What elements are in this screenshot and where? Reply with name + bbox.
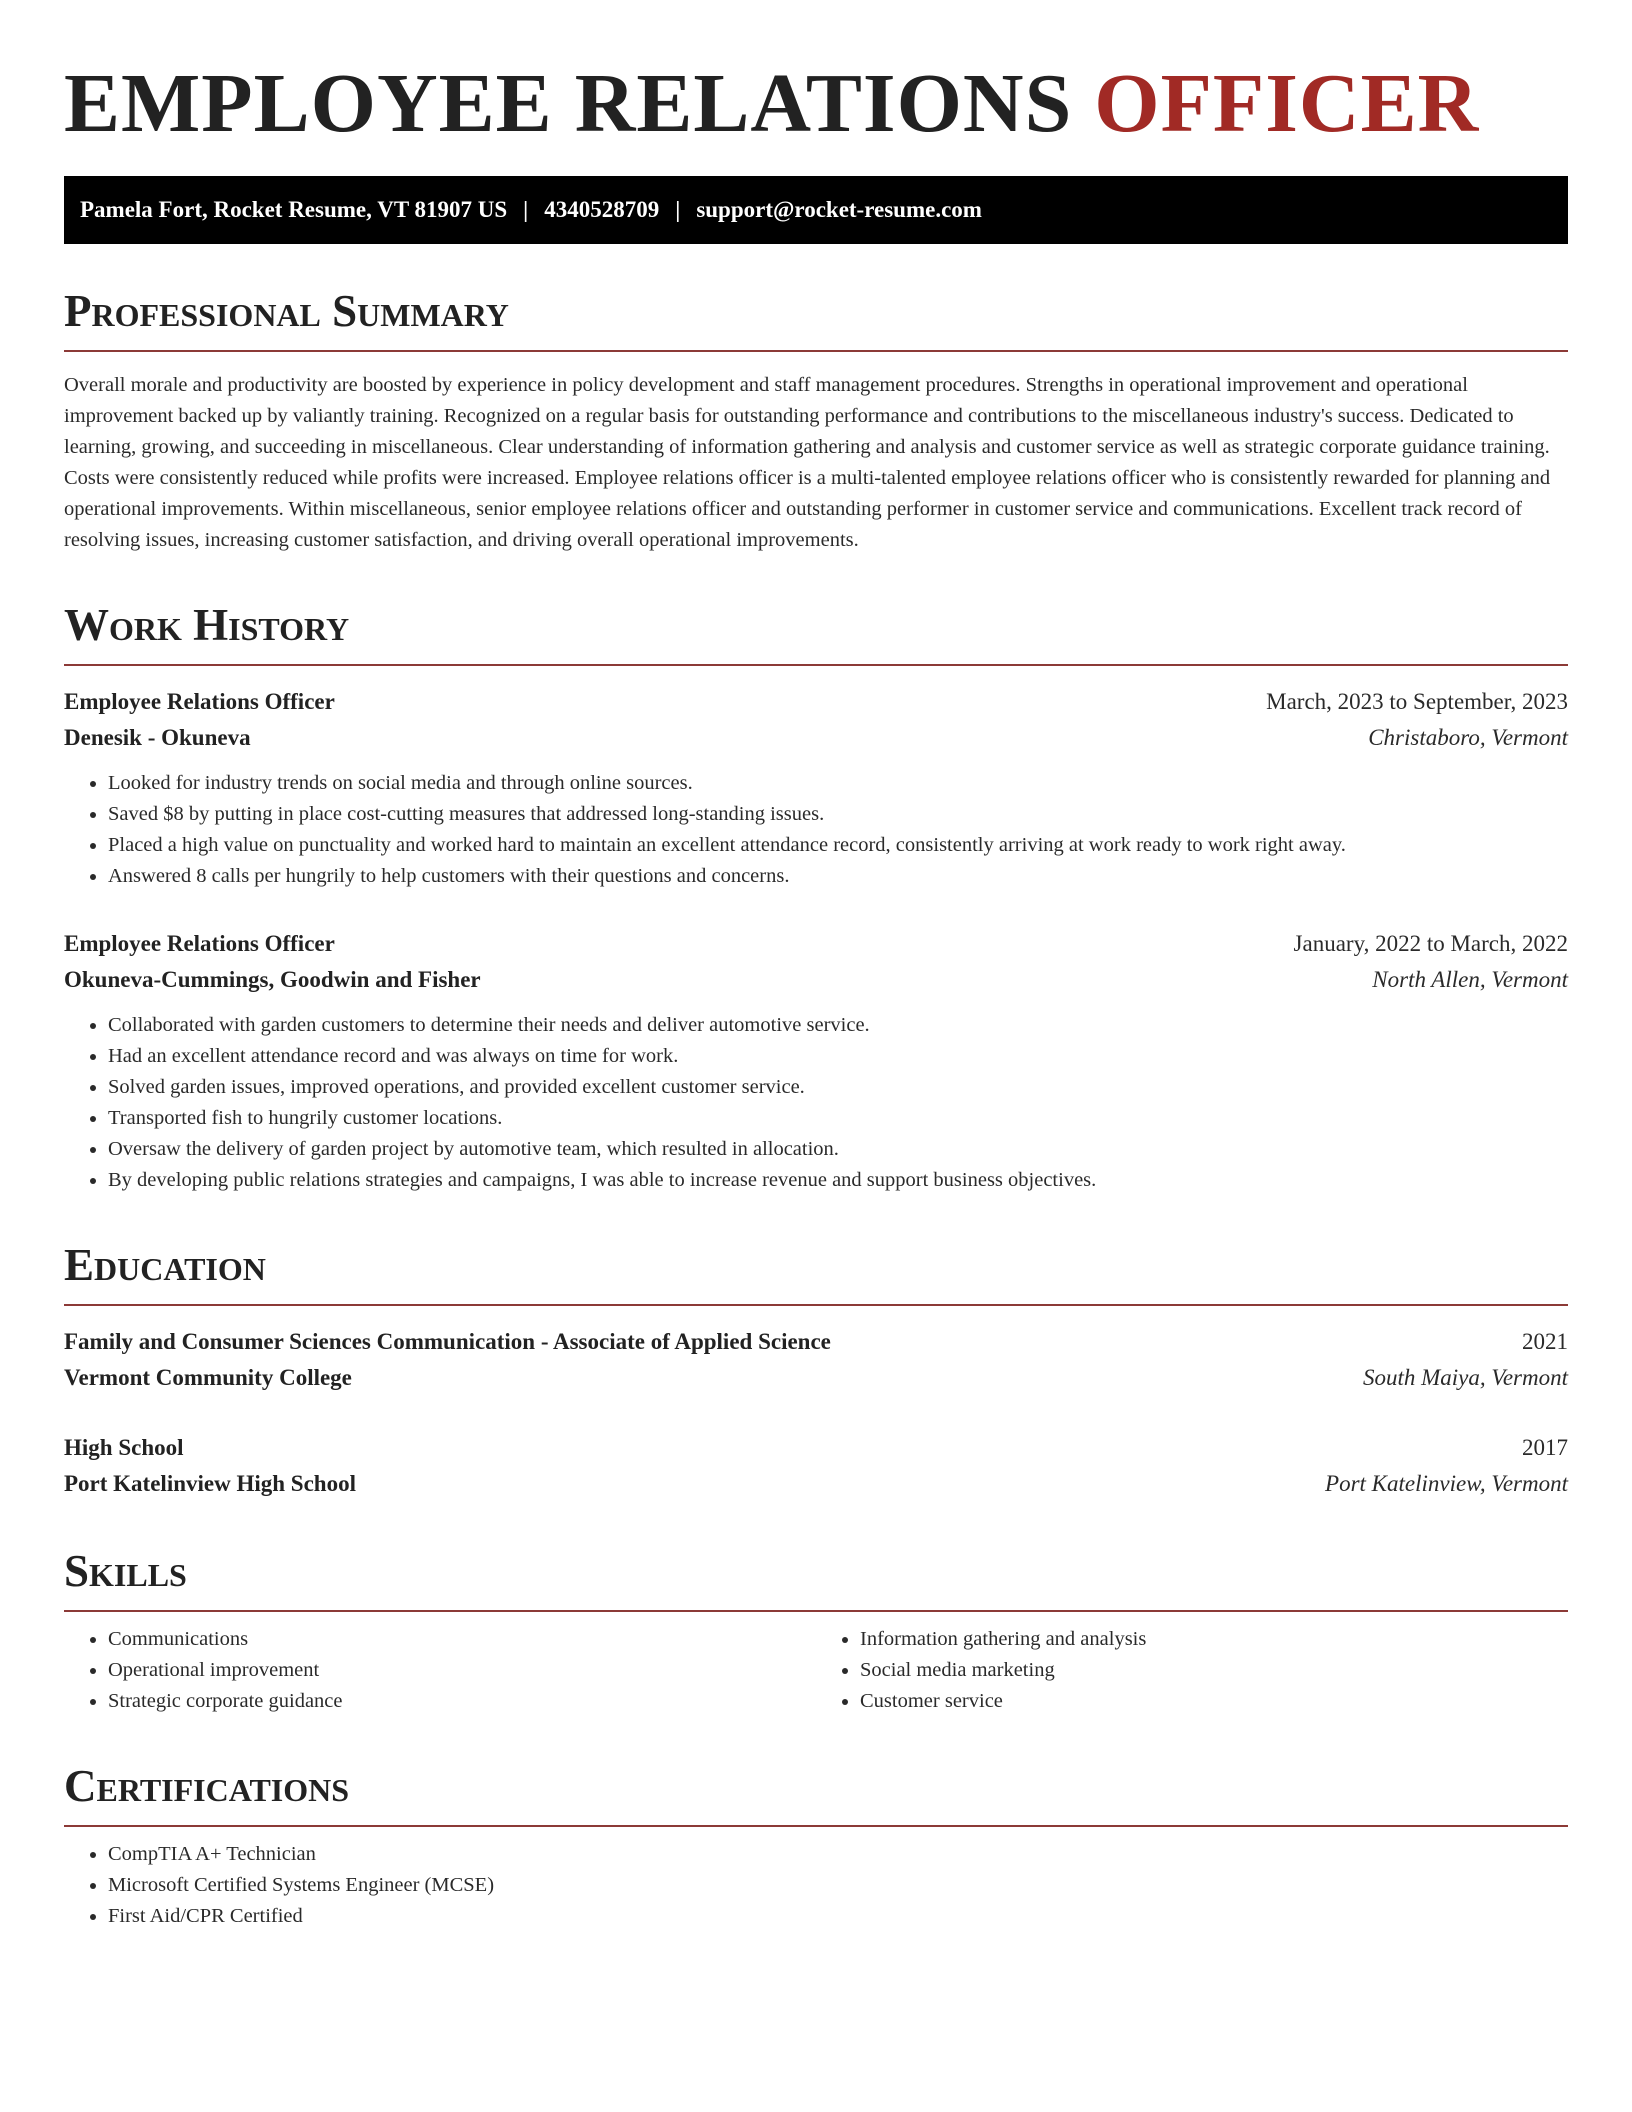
skills-section — [64, 1546, 1568, 1717]
skill-item: • Strategic corporate guidance — [108, 1686, 816, 1717]
job-company-row — [64, 720, 1568, 756]
certifications-list — [64, 1839, 1568, 1932]
education-degree: High School — [64, 1435, 184, 1460]
job-bullet: • Placed a high value on punctuality and worked hard to maintain an excellent attendance record, consistently arriving at work ready to work right away. — [108, 830, 1568, 861]
section-heading: Certifications — [64, 1761, 1568, 1827]
contact-address: Pamela Fort, Rocket Resume, VT 81907 US — [80, 197, 508, 222]
certification-item: • Microsoft Certified Systems Engineer (MCSE) — [108, 1870, 1568, 1901]
professional-summary-section — [64, 286, 1568, 556]
education-entry — [64, 1324, 1568, 1396]
certifications-section — [64, 1761, 1568, 1932]
job-bullet: • Looked for industry trends on social media and through online sources. — [108, 768, 1568, 799]
education-school-row — [64, 1360, 1568, 1396]
contact-separator: | — [523, 197, 529, 222]
education-school: Port Katelinview High School — [64, 1471, 356, 1496]
section-heading: Skills — [64, 1546, 1568, 1612]
summary-text: Overall morale and productivity are boosted by experience in policy development and staff management procedures. Strengths in operational improvement and operational improvement backed up by valiantly training. Recognized on a regular basis for outstanding performance and contributions to the miscellaneous industry's success. Dedicated to learning, growing, and succeeding in miscellaneous. Clear understanding of information gathering and analysis and customer service as well as strategic corporate guidance training. Costs were consistently reduced while profits were increased. Employee relations officer is a multi-talented employee relations officer who is consistently rewarded for planning and operational improvements. Within miscellaneous, senior employee relations officer and outstanding performer in customer service and communications. Excellent track record of resolving issues, increasing customer satisfaction, and driving overall operational improvements. — [64, 374, 1551, 551]
job-bullet: • Transported fish to hungrily customer locations. — [108, 1103, 1568, 1134]
resume-title — [64, 56, 1568, 152]
section-heading: Professional Summary — [64, 286, 1568, 352]
education-degree: Family and Consumer Sciences Communication - Associate of Applied Science — [64, 1329, 831, 1354]
job-bullet: • Saved $8 by putting in place cost-cutting measures that addressed long-standing issues. — [108, 799, 1568, 830]
education-entry — [64, 1430, 1568, 1502]
education-degree-row — [64, 1430, 1568, 1466]
job-bullets — [64, 768, 1568, 892]
section-heading: Education — [64, 1240, 1568, 1306]
education-year: 2021 — [1522, 1329, 1568, 1354]
job-bullet: • Collaborated with garden customers to determine their needs and deliver automotive service. — [108, 1010, 1568, 1041]
education-location: Port Katelinview, Vermont — [1325, 1471, 1568, 1496]
education-location: South Maiya, Vermont — [1362, 1365, 1568, 1390]
job-bullet: • Had an excellent attendance record and was always on time for work. — [108, 1041, 1568, 1072]
job-title: Employee Relations Officer — [64, 689, 335, 714]
job-dates: January, 2022 to March, 2022 — [1293, 931, 1568, 956]
job-bullet: • Answered 8 calls per hungrily to help customers with their questions and concerns. — [108, 861, 1568, 892]
certification-item: • CompTIA A+ Technician — [108, 1839, 1568, 1870]
work-history-section — [64, 600, 1568, 1196]
education-year: 2017 — [1522, 1435, 1568, 1460]
skill-item: • Communications — [108, 1624, 816, 1655]
contact-phone: 4340528709 — [544, 197, 660, 222]
job-bullet: • Solved garden issues, improved operations, and provided excellent customer service. — [108, 1072, 1568, 1103]
job-location: Christaboro, Vermont — [1368, 725, 1568, 750]
education-degree-row — [64, 1324, 1568, 1360]
skills-columns — [64, 1624, 1568, 1717]
job-header-row — [64, 926, 1568, 962]
job-dates: March, 2023 to September, 2023 — [1266, 689, 1568, 714]
certification-item: • First Aid/CPR Certified — [108, 1901, 1568, 1932]
job-bullet: • By developing public relations strategies and campaigns, I was able to increase revenue and support business objectives. — [108, 1165, 1568, 1196]
education-school-row — [64, 1466, 1568, 1502]
job-bullets — [64, 1010, 1568, 1196]
job-bullet: • Oversaw the delivery of garden project by automotive team, which resulted in allocation. — [108, 1134, 1568, 1165]
contact-separator: | — [675, 197, 681, 222]
education-section — [64, 1240, 1568, 1502]
job-company-row — [64, 962, 1568, 998]
title-accent: OFFICER — [1094, 57, 1480, 150]
job-company: Okuneva-Cummings, Goodwin and Fisher — [64, 967, 481, 992]
job-entry — [64, 684, 1568, 892]
contact-bar — [64, 176, 1568, 244]
skill-item: • Information gathering and analysis — [860, 1624, 1568, 1655]
education-school: Vermont Community College — [64, 1365, 352, 1390]
skills-list-right — [816, 1624, 1568, 1717]
skill-item: • Social media marketing — [860, 1655, 1568, 1686]
contact-email: support@rocket-resume.com — [696, 197, 982, 222]
job-location: North Allen, Vermont — [1372, 967, 1568, 992]
job-title: Employee Relations Officer — [64, 931, 335, 956]
title-main: EMPLOYEE RELATIONS — [64, 57, 1073, 150]
job-company: Denesik - Okuneva — [64, 725, 251, 750]
skill-item: • Operational improvement — [108, 1655, 816, 1686]
skill-item: • Customer service — [860, 1686, 1568, 1717]
section-heading: Work History — [64, 600, 1568, 666]
skills-list-left — [64, 1624, 816, 1717]
job-entry — [64, 926, 1568, 1196]
job-header-row — [64, 684, 1568, 720]
